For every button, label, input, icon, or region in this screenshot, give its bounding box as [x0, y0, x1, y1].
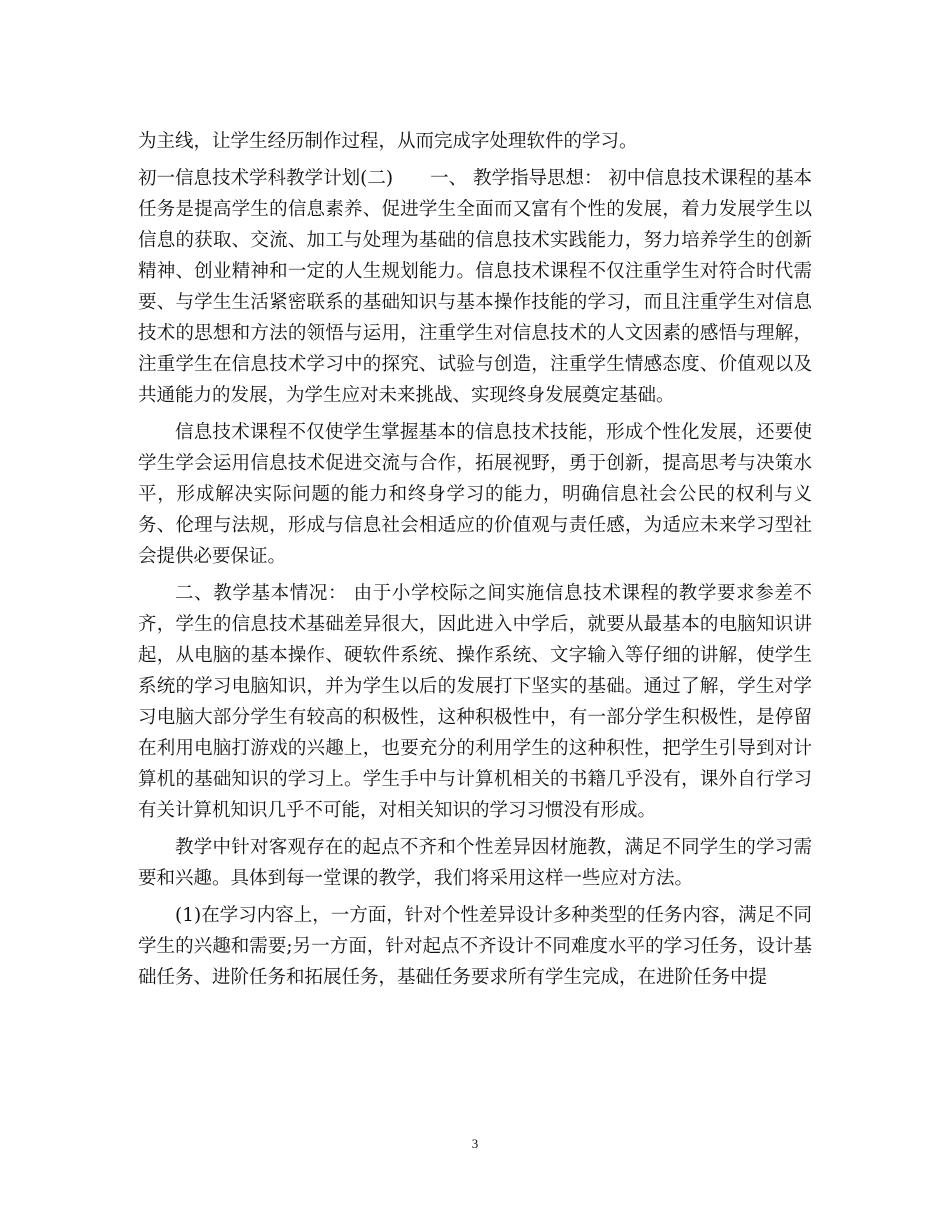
paragraph-learning-content: (1)在学习内容上，一方面，针对个性差异设计多种类型的任务内容，满足不同学生的兴趣和需要;另一方面，针对起点不齐设计不同难度水平的学习任务，设计基础任务、进阶任务和拓展任务，基础任务要求所有学生完成，在进阶任务中提	[138, 905, 812, 988]
page-number: 3	[471, 1136, 479, 1151]
paragraph-course-goals: 信息技术课程不仅使学生掌握基本的信息技术技能，形成个性化发展，还要使学生学会运用信息技术促进交流与合作，拓展视野，勇于创新，提高思考与决策水平，形成解决实际问题的能力和终身学习的能力，明确信息社会公民的权利与义务、伦理与法规，形成与信息社会相适应的价值观与责任感，为适应未来学习型社会提供必要保证。	[138, 422, 812, 567]
paragraph-teaching-philosophy: 初一信息技术学科教学计划(二) 一、 教学指导思想： 初中信息技术课程的基本任务是提高学生的信息素养、促进学生全面而又富有个性的发展，着力发展学生以信息的获取、交流、加工与处理为基础的信息技术实践能力，努力培养学生的创新精神、创业精神和一定的人生规划能力。信息技术课程不仅注重学生对符合时代需要、与学生生活紧密联系的基础知识与基本操作技能的学习，而且注重学生对信息技术的思想和方法的领悟与运用，注重学生对信息技术的人文因素的感悟与理解，注重学生在信息技术学习中的探究、试验与创造，注重学生情感态度、价值观以及共通能力的发展，为学生应对未来挑战、实现终身发展奠定基础。	[138, 168, 812, 406]
paragraph-teaching-methods: 教学中针对客观存在的起点不齐和个性差异因材施教，满足不同学生的学习需要和兴趣。具体到每一堂课的教学，我们将采用这样一些应对方法。	[138, 837, 812, 889]
paragraph-basic-situation: 二、教学基本情况： 由于小学校际之间实施信息技术课程的教学要求参差不齐，学生的信息技术基础差异很大，因此进入中学后，就要从最基本的电脑知识讲起，从电脑的基本操作、硬软件系统、操作系统、文字输入等仔细的讲解，使学生系统的学习电脑知识，并为学生以后的发展打下坚实的基础。通过了解，学生对学习电脑大部分学生有较高的积极性，这种积极性中，有一部分学生积极性，是停留在利用电脑打游戏的兴趣上，也要充分的利用学生的这种积性，把学生引导到对计算机的基础知识的学习上。学生手中与计算机相关的书籍几乎没有，课外自行学习有关计算机知识几乎不可能，对相关知识的学习习惯没有形成。	[138, 583, 812, 821]
document-body	[138, 126, 812, 993]
paragraph-continuation: 为主线，让学生经历制作过程，从而完成字处理软件的学习。	[138, 131, 638, 152]
